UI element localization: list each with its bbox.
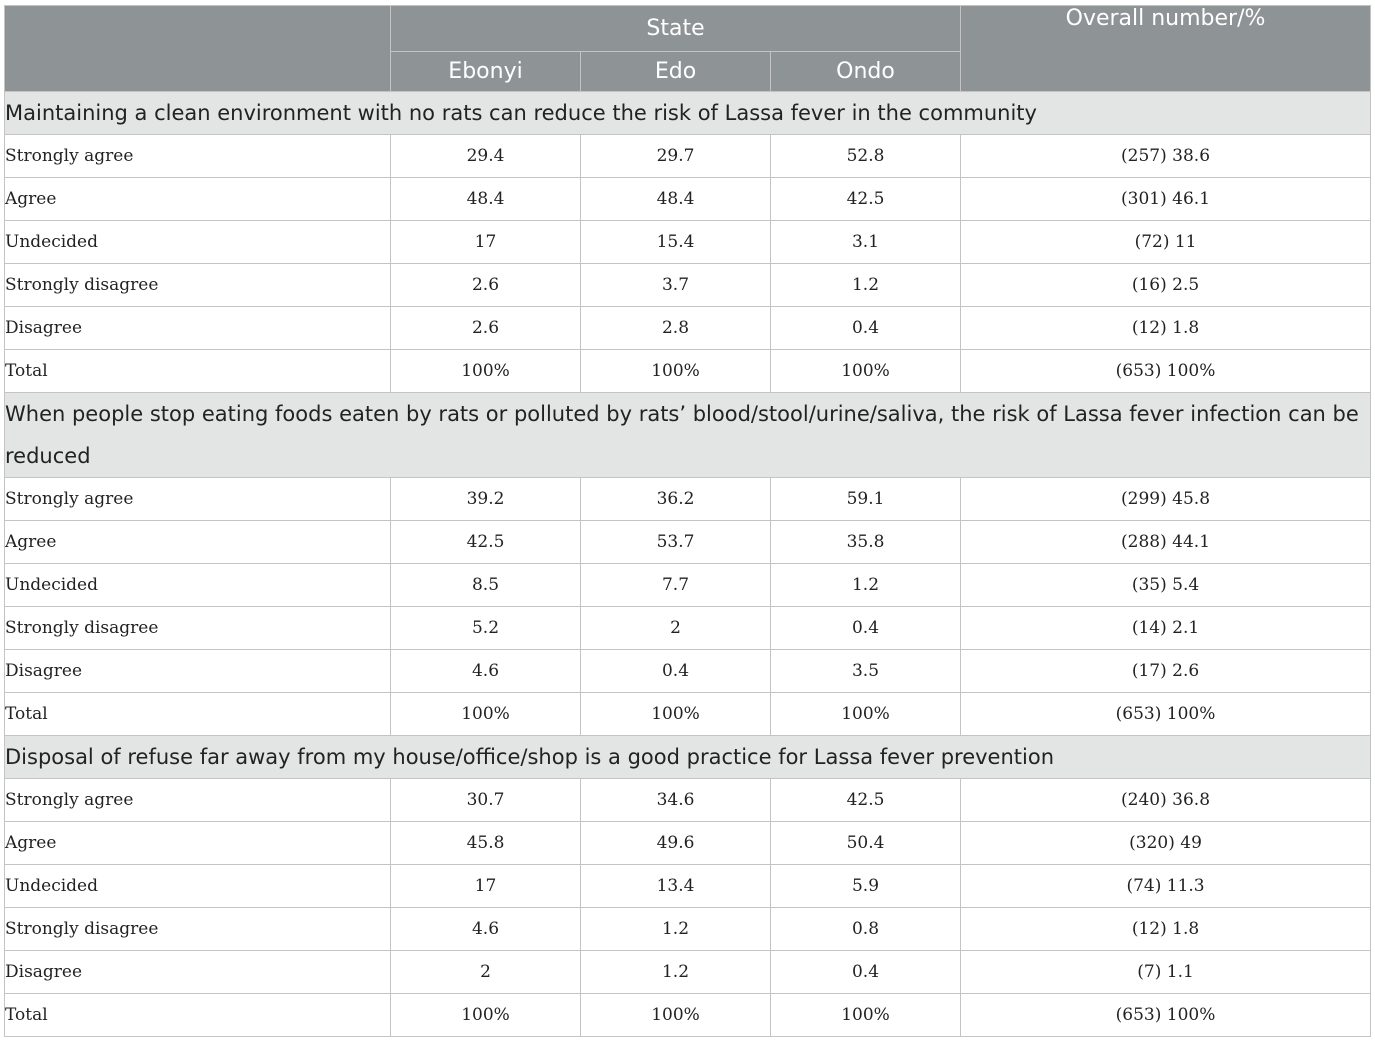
cell-ebonyi: 17 bbox=[391, 221, 581, 264]
cell-overall: (301) 46.1 bbox=[961, 178, 1371, 221]
cell-edo: 15.4 bbox=[581, 221, 771, 264]
cell-overall: (12) 1.8 bbox=[961, 908, 1371, 951]
column-header-edo: Edo bbox=[581, 52, 771, 92]
cell-ebonyi: 5.2 bbox=[391, 607, 581, 650]
section-title: Maintaining a clean environment with no rats can reduce the risk of Lassa fever in the community bbox=[5, 92, 1371, 135]
section-header-row bbox=[5, 393, 1371, 478]
cell-ebonyi: 29.4 bbox=[391, 135, 581, 178]
table-row bbox=[5, 307, 1371, 350]
table-row bbox=[5, 994, 1371, 1037]
cell-edo: 100% bbox=[581, 693, 771, 736]
cell-ebonyi: 100% bbox=[391, 350, 581, 393]
cell-edo: 29.7 bbox=[581, 135, 771, 178]
cell-ebonyi: 2 bbox=[391, 951, 581, 994]
data-table bbox=[4, 5, 1371, 1037]
cell-ondo: 1.2 bbox=[771, 264, 961, 307]
table-row bbox=[5, 607, 1371, 650]
table-row bbox=[5, 693, 1371, 736]
cell-ondo: 0.8 bbox=[771, 908, 961, 951]
cell-ondo: 35.8 bbox=[771, 521, 961, 564]
cell-ondo: 50.4 bbox=[771, 822, 961, 865]
cell-ondo: 100% bbox=[771, 693, 961, 736]
row-label: Strongly agree bbox=[5, 779, 391, 822]
cell-overall: (12) 1.8 bbox=[961, 307, 1371, 350]
cell-edo: 7.7 bbox=[581, 564, 771, 607]
row-label: Strongly disagree bbox=[5, 908, 391, 951]
cell-overall: (288) 44.1 bbox=[961, 521, 1371, 564]
cell-ondo: 100% bbox=[771, 994, 961, 1037]
cell-ebonyi: 30.7 bbox=[391, 779, 581, 822]
cell-ondo: 1.2 bbox=[771, 564, 961, 607]
table-row bbox=[5, 822, 1371, 865]
cell-edo: 1.2 bbox=[581, 951, 771, 994]
table-row bbox=[5, 221, 1371, 264]
row-label: Agree bbox=[5, 178, 391, 221]
row-label: Undecided bbox=[5, 221, 391, 264]
cell-overall: (74) 11.3 bbox=[961, 865, 1371, 908]
table-row bbox=[5, 564, 1371, 607]
cell-ondo: 100% bbox=[771, 350, 961, 393]
section-title: When people stop eating foods eaten by rats or polluted by rats’ blood/stool/urine/saliva, the risk of Lassa fever infection can be reduced bbox=[5, 393, 1371, 478]
state-header: State bbox=[391, 6, 961, 52]
row-label: Strongly disagree bbox=[5, 264, 391, 307]
table-header bbox=[5, 6, 1371, 92]
cell-edo: 0.4 bbox=[581, 650, 771, 693]
row-label: Strongly agree bbox=[5, 478, 391, 521]
cell-ebonyi: 4.6 bbox=[391, 908, 581, 951]
cell-ebonyi: 2.6 bbox=[391, 264, 581, 307]
cell-overall: (653) 100% bbox=[961, 350, 1371, 393]
cell-edo: 53.7 bbox=[581, 521, 771, 564]
table-row bbox=[5, 350, 1371, 393]
cell-overall: (653) 100% bbox=[961, 994, 1371, 1037]
cell-ebonyi: 45.8 bbox=[391, 822, 581, 865]
cell-edo: 2.8 bbox=[581, 307, 771, 350]
cell-edo: 34.6 bbox=[581, 779, 771, 822]
table-row bbox=[5, 779, 1371, 822]
overall-header: Overall number/% bbox=[961, 6, 1371, 92]
table-row bbox=[5, 951, 1371, 994]
row-label: Strongly agree bbox=[5, 135, 391, 178]
section-header-row bbox=[5, 92, 1371, 135]
row-label: Total bbox=[5, 350, 391, 393]
table-body bbox=[5, 92, 1371, 1037]
cell-ondo: 42.5 bbox=[771, 178, 961, 221]
cell-ebonyi: 8.5 bbox=[391, 564, 581, 607]
row-label: Agree bbox=[5, 521, 391, 564]
cell-ondo: 5.9 bbox=[771, 865, 961, 908]
row-label: Undecided bbox=[5, 865, 391, 908]
table-row bbox=[5, 178, 1371, 221]
cell-overall: (653) 100% bbox=[961, 693, 1371, 736]
cell-ebonyi: 42.5 bbox=[391, 521, 581, 564]
cell-edo: 49.6 bbox=[581, 822, 771, 865]
row-label: Total bbox=[5, 693, 391, 736]
cell-edo: 2 bbox=[581, 607, 771, 650]
column-header-ondo: Ondo bbox=[771, 52, 961, 92]
table-row bbox=[5, 908, 1371, 951]
cell-ondo: 52.8 bbox=[771, 135, 961, 178]
cell-ebonyi: 100% bbox=[391, 994, 581, 1037]
table-row bbox=[5, 478, 1371, 521]
cell-ondo: 0.4 bbox=[771, 307, 961, 350]
cell-ebonyi: 17 bbox=[391, 865, 581, 908]
cell-overall: (240) 36.8 bbox=[961, 779, 1371, 822]
row-label: Disagree bbox=[5, 307, 391, 350]
table-row bbox=[5, 264, 1371, 307]
cell-overall: (17) 2.6 bbox=[961, 650, 1371, 693]
cell-edo: 36.2 bbox=[581, 478, 771, 521]
row-label: Disagree bbox=[5, 650, 391, 693]
cell-edo: 100% bbox=[581, 350, 771, 393]
row-label: Disagree bbox=[5, 951, 391, 994]
column-header-ebonyi: Ebonyi bbox=[391, 52, 581, 92]
cell-ondo: 3.5 bbox=[771, 650, 961, 693]
section-header-row bbox=[5, 736, 1371, 779]
cell-ebonyi: 2.6 bbox=[391, 307, 581, 350]
cell-ondo: 0.4 bbox=[771, 951, 961, 994]
cell-edo: 100% bbox=[581, 994, 771, 1037]
table-row bbox=[5, 650, 1371, 693]
cell-ebonyi: 48.4 bbox=[391, 178, 581, 221]
cell-overall: (16) 2.5 bbox=[961, 264, 1371, 307]
cell-edo: 1.2 bbox=[581, 908, 771, 951]
header-row-1 bbox=[5, 6, 1371, 52]
row-label: Total bbox=[5, 994, 391, 1037]
cell-edo: 13.4 bbox=[581, 865, 771, 908]
cell-edo: 3.7 bbox=[581, 264, 771, 307]
row-label: Strongly disagree bbox=[5, 607, 391, 650]
cell-overall: (299) 45.8 bbox=[961, 478, 1371, 521]
cell-ebonyi: 4.6 bbox=[391, 650, 581, 693]
cell-ondo: 59.1 bbox=[771, 478, 961, 521]
cell-ondo: 42.5 bbox=[771, 779, 961, 822]
cell-edo: 48.4 bbox=[581, 178, 771, 221]
table-row bbox=[5, 521, 1371, 564]
table-row bbox=[5, 135, 1371, 178]
cell-ondo: 0.4 bbox=[771, 607, 961, 650]
cell-ebonyi: 39.2 bbox=[391, 478, 581, 521]
cell-ebonyi: 100% bbox=[391, 693, 581, 736]
row-label: Agree bbox=[5, 822, 391, 865]
cell-overall: (72) 11 bbox=[961, 221, 1371, 264]
table-row bbox=[5, 865, 1371, 908]
cell-overall: (7) 1.1 bbox=[961, 951, 1371, 994]
cell-overall: (35) 5.4 bbox=[961, 564, 1371, 607]
row-label: Undecided bbox=[5, 564, 391, 607]
cell-ondo: 3.1 bbox=[771, 221, 961, 264]
cell-overall: (14) 2.1 bbox=[961, 607, 1371, 650]
header-blank-cell bbox=[5, 6, 391, 92]
section-title: Disposal of refuse far away from my house/office/shop is a good practice for Lassa fever prevention bbox=[5, 736, 1371, 779]
cell-overall: (320) 49 bbox=[961, 822, 1371, 865]
cell-overall: (257) 38.6 bbox=[961, 135, 1371, 178]
